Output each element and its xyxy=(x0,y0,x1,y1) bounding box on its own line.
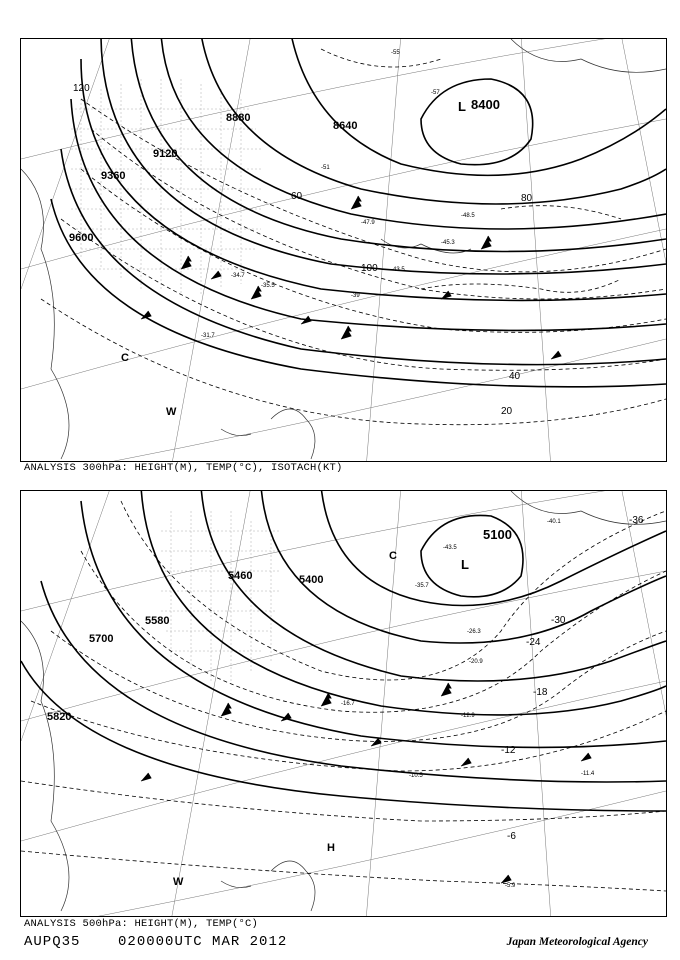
isotachs xyxy=(41,49,666,425)
height-contours xyxy=(21,491,666,811)
temp-label: -10.5 xyxy=(409,773,423,779)
height-label-8880: 8880 xyxy=(226,112,251,124)
caption-500hpa: ANALYSIS 500hPa: HEIGHT(M), TEMP(°C) xyxy=(24,918,259,930)
low-center-label: L xyxy=(461,557,469,572)
temp-label: -35.7 xyxy=(415,583,429,589)
isotach-label-60: 60 xyxy=(291,191,303,202)
isotherm-label--12: -12 xyxy=(501,745,516,756)
temp-label: -34.7 xyxy=(231,273,245,279)
temp-label: -57 xyxy=(431,90,440,96)
temp-label: -11.4 xyxy=(581,771,595,777)
wind-barbs xyxy=(141,683,591,883)
map-300hpa-canvas xyxy=(21,39,666,461)
temp-label: -51 xyxy=(321,165,330,171)
height-label-5580: 5580 xyxy=(145,615,170,627)
warm-center-label: W xyxy=(173,876,184,888)
high-center-label: H xyxy=(327,842,335,854)
height-label-5400: 5400 xyxy=(299,574,324,586)
cold-hatch xyxy=(161,511,281,681)
temp-label: -35.5 xyxy=(261,283,275,289)
map-500hpa xyxy=(20,490,667,917)
temp-label: -12.9 xyxy=(461,713,475,719)
isotherm-label--24: -24 xyxy=(526,637,541,648)
height-label-5100: 5100 xyxy=(483,527,512,542)
isotherm-label--18: -18 xyxy=(533,687,548,698)
temp-label: -45.3 xyxy=(441,240,455,246)
temp-label: -55 xyxy=(391,50,400,56)
height-label-5460: 5460 xyxy=(228,570,253,582)
height-label-9600: 9600 xyxy=(69,232,94,244)
isotach-label-80: 80 xyxy=(521,193,533,204)
height-contours xyxy=(51,39,666,387)
warm-center-label: W xyxy=(166,406,177,418)
isotherms xyxy=(21,501,666,891)
temp-label: -47.9 xyxy=(361,220,375,226)
caption-300hpa: ANALYSIS 300hPa: HEIGHT(M), TEMP(°C), ISOTACH(KT) xyxy=(24,462,343,474)
map-300hpa xyxy=(20,38,667,462)
valid-time: 020000UTC MAR 2012 xyxy=(118,934,288,950)
temp-label: -20.9 xyxy=(469,659,483,665)
temp-label: -40.1 xyxy=(547,519,561,525)
isotach-label-20: 20 xyxy=(501,406,513,417)
product-code: AUPQ35 xyxy=(24,934,81,950)
height-label-9360: 9360 xyxy=(101,170,126,182)
agency-name: Japan Meteorological Agency xyxy=(506,936,648,948)
temp-label: -39 xyxy=(351,293,360,299)
height-label-5700: 5700 xyxy=(89,633,114,645)
isotach-label-40: 40 xyxy=(509,371,521,382)
temp-label: -5.9 xyxy=(505,883,516,889)
height-label-8400: 8400 xyxy=(471,97,500,112)
cold-center-label: C xyxy=(121,352,129,364)
map-500hpa-canvas xyxy=(21,491,666,916)
isotach-label-120: 120 xyxy=(73,83,90,94)
product-code-line xyxy=(24,934,287,950)
temp-label: -43.5 xyxy=(391,267,405,273)
isotherm-label--6: -6 xyxy=(507,831,516,842)
isotherm-label--30: -30 xyxy=(551,615,566,626)
temp-label: -43.5 xyxy=(443,545,457,551)
cold-center-label: C xyxy=(389,550,397,562)
temp-label: -31.7 xyxy=(201,333,215,339)
isotherm-label--36: -36 xyxy=(629,515,644,526)
height-label-5820: 5820 xyxy=(47,711,72,723)
low-center-label: L xyxy=(458,99,466,114)
temp-label: -16.7 xyxy=(341,701,355,707)
height-label-8640: 8640 xyxy=(333,120,358,132)
temp-label: -48.5 xyxy=(461,213,475,219)
temp-label: -26.3 xyxy=(467,629,481,635)
height-label-9120: 9120 xyxy=(153,148,178,160)
isotach-label-100: 100 xyxy=(361,263,378,274)
